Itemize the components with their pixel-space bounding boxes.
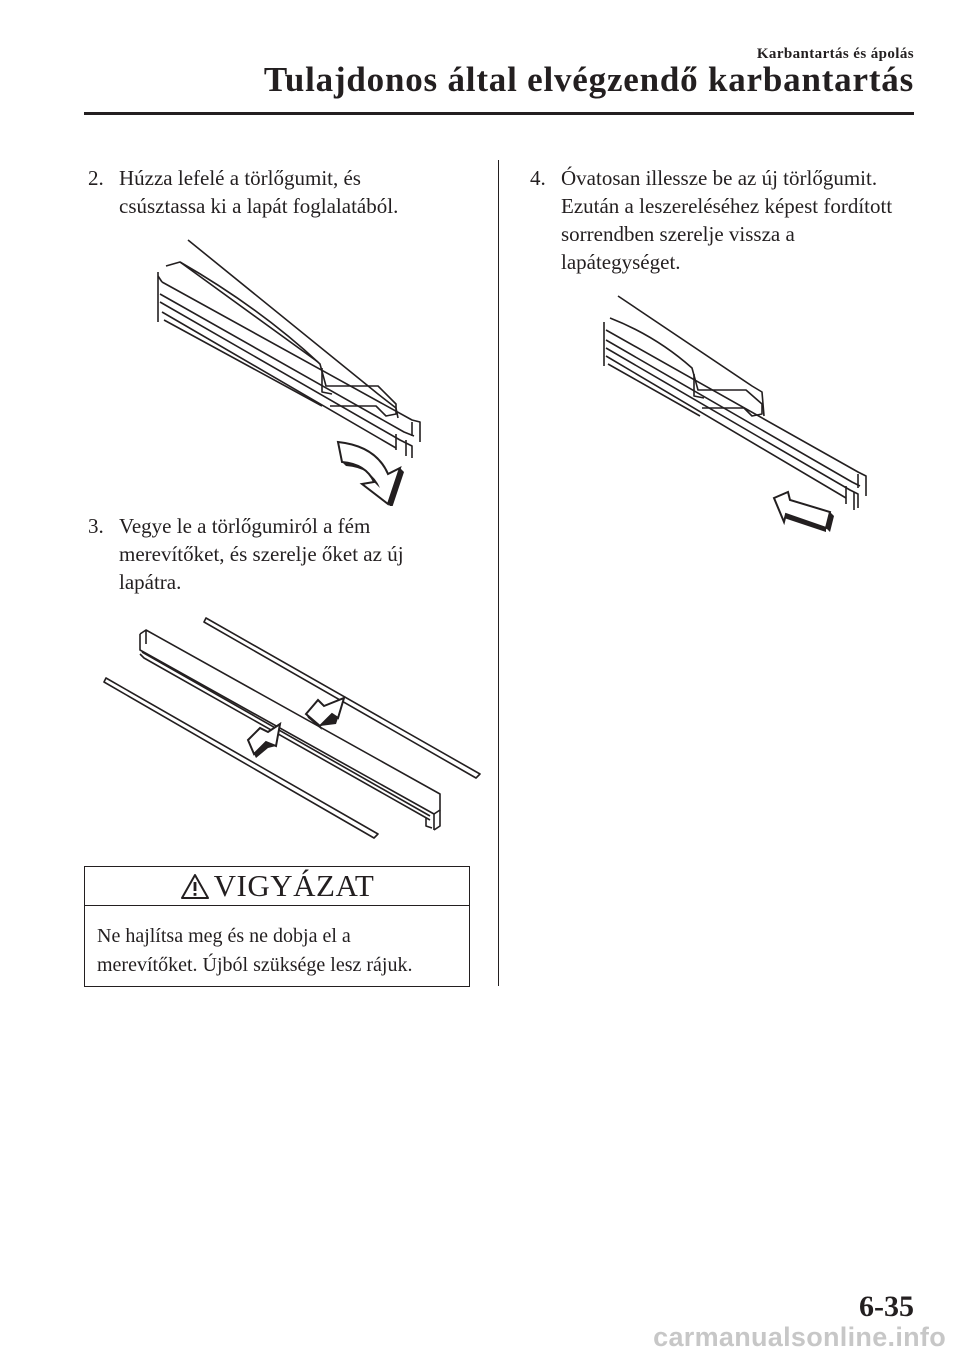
step-text-line: Ezután a leszereléséhez képest fordított: [561, 194, 893, 218]
step-number: 3.: [88, 514, 104, 538]
step-text-line: sorrendben szerelje vissza a: [561, 222, 795, 246]
step-number: 4.: [530, 166, 546, 190]
step-text-line: lapátra.: [119, 570, 182, 594]
step-3: [88, 512, 404, 596]
step-text-line: lapátegységet.: [561, 250, 681, 274]
step-text-line: Vegye le a törlőgumiról a fém: [119, 514, 371, 538]
wiper-blade-removal-illustration: [150, 236, 440, 506]
step-text-line: Óvatosan illessze be az új törlőgumit.: [561, 166, 878, 190]
page-title: Tulajdonos által elvégzendő karbantartás: [263, 60, 914, 99]
warning-triangle-icon: [180, 873, 210, 900]
warning-header: [85, 867, 469, 906]
rubber-insertion-illustration: [596, 292, 882, 536]
column-divider: [498, 160, 499, 986]
warning-text-line: merevítőket. Újból szüksége lesz rájuk.: [97, 954, 413, 976]
warning-title: VIGYÁZAT: [213, 868, 375, 903]
step-text-line: csúsztassa ki a lapát foglalatából.: [119, 194, 399, 218]
watermark: carmanualsonline.info: [653, 1322, 946, 1352]
page-number: 6-35: [859, 1290, 914, 1323]
step-text-line: Húzza lefelé a törlőgumit, és: [119, 166, 361, 190]
step-text-line: merevítőket, és szerelje őket az új: [119, 542, 404, 566]
step-4: [530, 164, 892, 276]
warning-text: [85, 906, 469, 980]
header-rule: [84, 112, 914, 115]
step-number: 2.: [88, 166, 104, 190]
section-label: Karbantartás és ápolás: [756, 46, 914, 62]
pull-down-arrow: [338, 442, 400, 504]
warning-box: [84, 866, 470, 987]
warning-text-line: Ne hajlítsa meg és ne dobja el a: [97, 925, 351, 947]
reinforcement-transfer-illustration: [100, 614, 490, 844]
step-2: [88, 164, 398, 220]
